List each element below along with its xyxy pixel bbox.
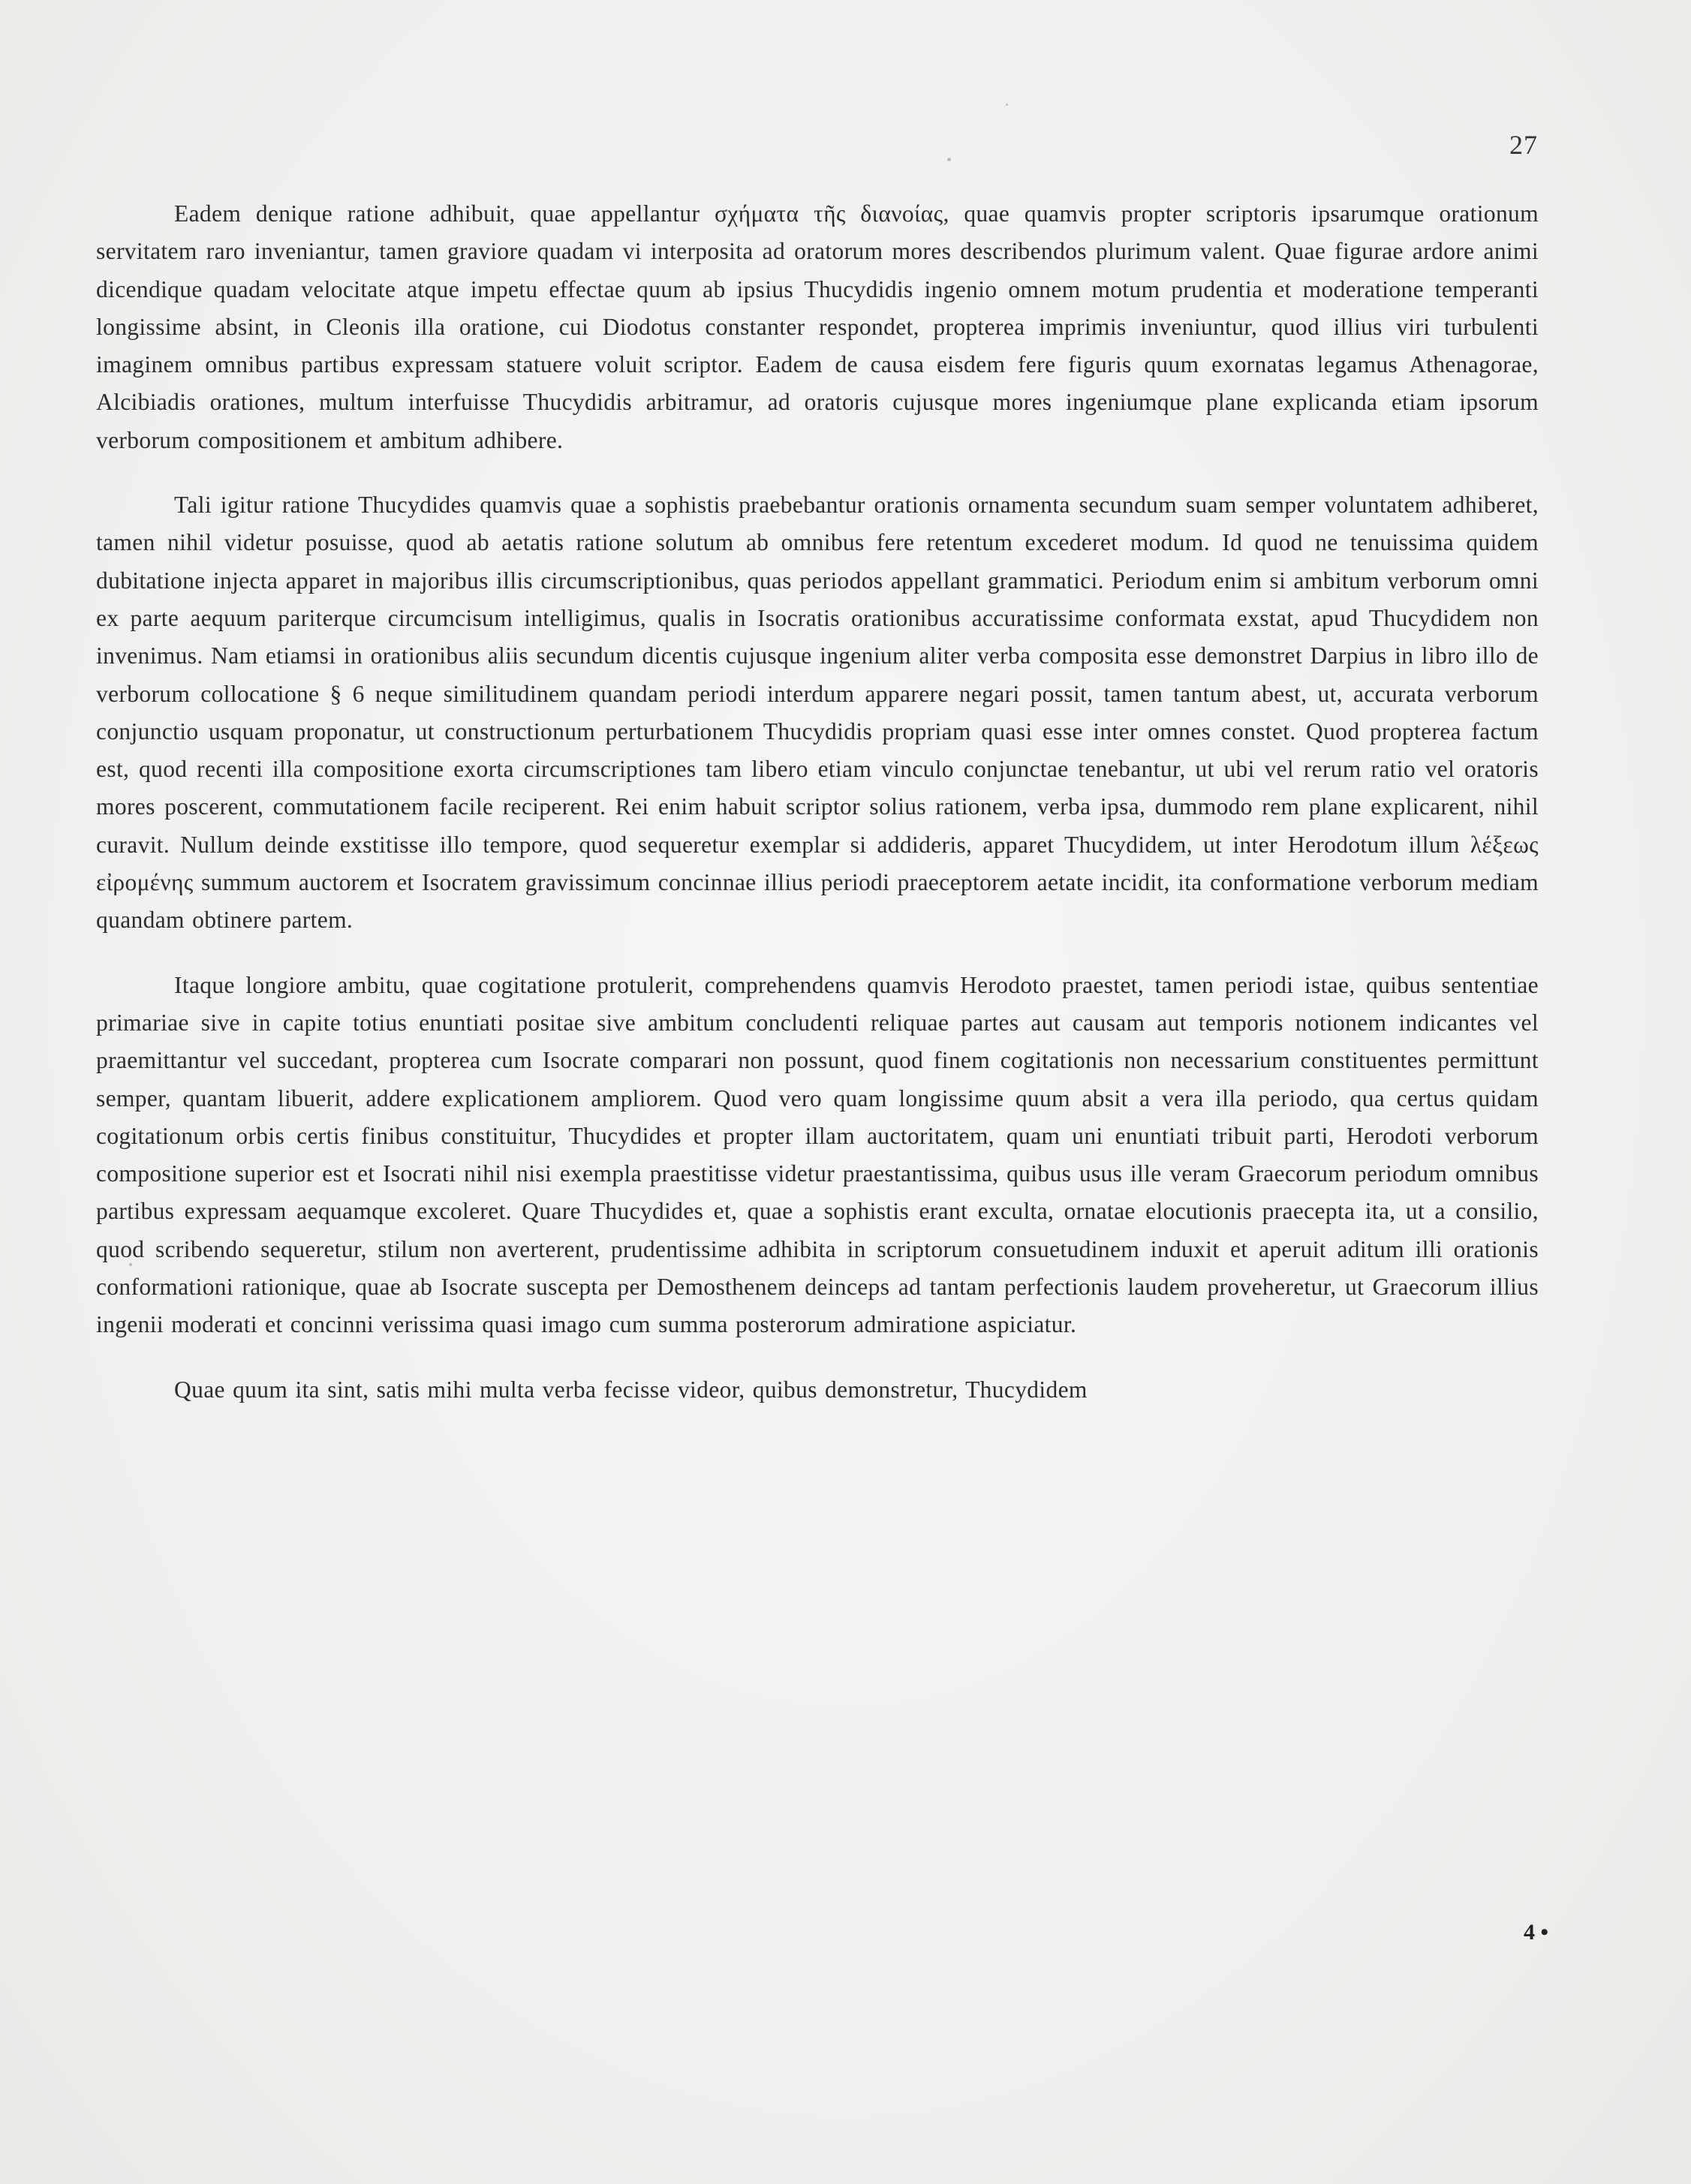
- page-number: 27: [1509, 130, 1538, 160]
- paragraph-4: Quae quum ita sint, satis mihi multa verba fecisse videor, quibus demonstretur, Thucydidem: [174, 1376, 1088, 1403]
- paragraph-2: Tali igitur ratione Thucydides quamvis quae a sophistis praebebantur orationis ornamenta secundum suam semper voluntatem adhiberet, tamen nihil videtur posuisse, quod ab aetatis ratione solutum ab omnibus fere retentum excederet modum. Id quod ne tenuissima quidem dubitatione injecta apparet in majoribus illis circumscriptionibus, quas periodos appellant grammatici. Periodum enim si ambitum verborum omni ex parte aequum pariterque circumcisum intelligimus, qualis in Isocratis orationibus accuratissime conformata exstat, apud Thucydidem non invenimus. Nam etiamsi in orationibus aliis secundum dicentis cujusque ingenium aliter verba composita esse demonstret Darpius in libro illo de verborum collocatione § 6 neque similitudinem quandam periodi interdum apparere negari possit, tamen tantum abest, ut, accurata verborum conjunctio usquam proponatur, ut constructionum perturbationem Thucydidis propriam quasi esse inter omnes constet. Quod propterea factum est, quod recenti illa compositione exorta circumscriptiones tam libero etiam vinculo conjunctae tenebantur, ut ubi vel rerum ratio vel oratoris mores poscerent, commutationem facile reciperent. Rei enim habuit scriptor solius rationem, verba ipsa, dummodo rem plane explicarent, nihil curavit. Nullum deinde exstitisse illo tempore, quod sequeretur exemplar si addideris, apparet Thucydidem, ut inter Herodotum illum λέξεως εἰρομένης summum auctorem et Isocratem gravissimum concinnae illius periodi praeceptorem aetate incidit, ita conformatione verborum mediam quandam obtinere partem.: [96, 492, 1539, 934]
- body-text: [96, 195, 1539, 1436]
- paragraph-1: Eadem denique ratione adhibuit, quae appellantur σχήματα τῆς διανοίας, quae quamvis propter scriptoris ipsarumque orationum servitatem raro inveniantur, tamen graviore quadam vi interposita ad oratorum mores describendos plurimum valent. Quae figurae ardore animi dicendique quadam velocitate atque impetu effectae quum ab ipsius Thucydidis ingenio omnem motum prudentia et moderatione temperanti longissime absint, in Cleonis illa oratione, cui Diodotus constanter respondet, propterea imprimis inveniuntur, quod illius viri turbulenti imaginem omnibus partibus expressam statuere voluit scriptor. Eadem de causa eisdem fere figuris quum exornatas legamus Athenagorae, Alcibiadis orationes, multum interfuisse Thucydidis arbitramur, ad oratoris cujusque mores ingeniumque plane explicanda etiam ipsorum verborum compositionem et ambitum adhibere.: [96, 200, 1539, 453]
- signature-mark: 4 •: [1523, 1920, 1548, 1945]
- paper-speck: [947, 158, 951, 161]
- paper-speck: [1006, 104, 1008, 106]
- paragraph-3: Itaque longiore ambitu, quae cogitatione protulerit, comprehendens quamvis Herodoto praestet, tamen periodi istae, quibus sententiae primariae sive in capite totius enuntiati positae sive ambitum concludenti reliquae partes aut causam aut temporis notionem indicantes vel praemittantur vel succedant, propterea cum Isocrate comparari non possunt, quod finem cogitationis non necessarium constituentes permittunt semper, quantam libuerit, addere explicationem ampliorem. Quod vero quam longissime quum absit a vera illa periodo, qua certus quidam cogitationum orbis certis finibus constituitur, Thucydides et propter illam auctoritatem, quam uni enuntiati tribuit parti, Herodoti verborum compositione superior est et Isocrati nihil nisi exempla praestitisse videtur praestantissima, quibus usus ille veram Graecorum periodum omnibus partibus expressam aequamque excoleret. Quare Thucydides et, quae a sophistis erant exculta, ornatae elocutionis praecepta ita, ut a consilio, quod scribendo sequeretur, stilum non averterent, prudentissime adhibita in scriptorum consuetudinem induxit et aperuit aditum illi orationis conformationi rationique, quae ab Isocrate suscepta per Demosthenem deinceps ad tantam perfectionis laudem proveheretur, ut Graecorum illius ingenii moderati et concinni verissima quasi imago cum summa posterorum admiratione aspiciatur.: [96, 971, 1539, 1338]
